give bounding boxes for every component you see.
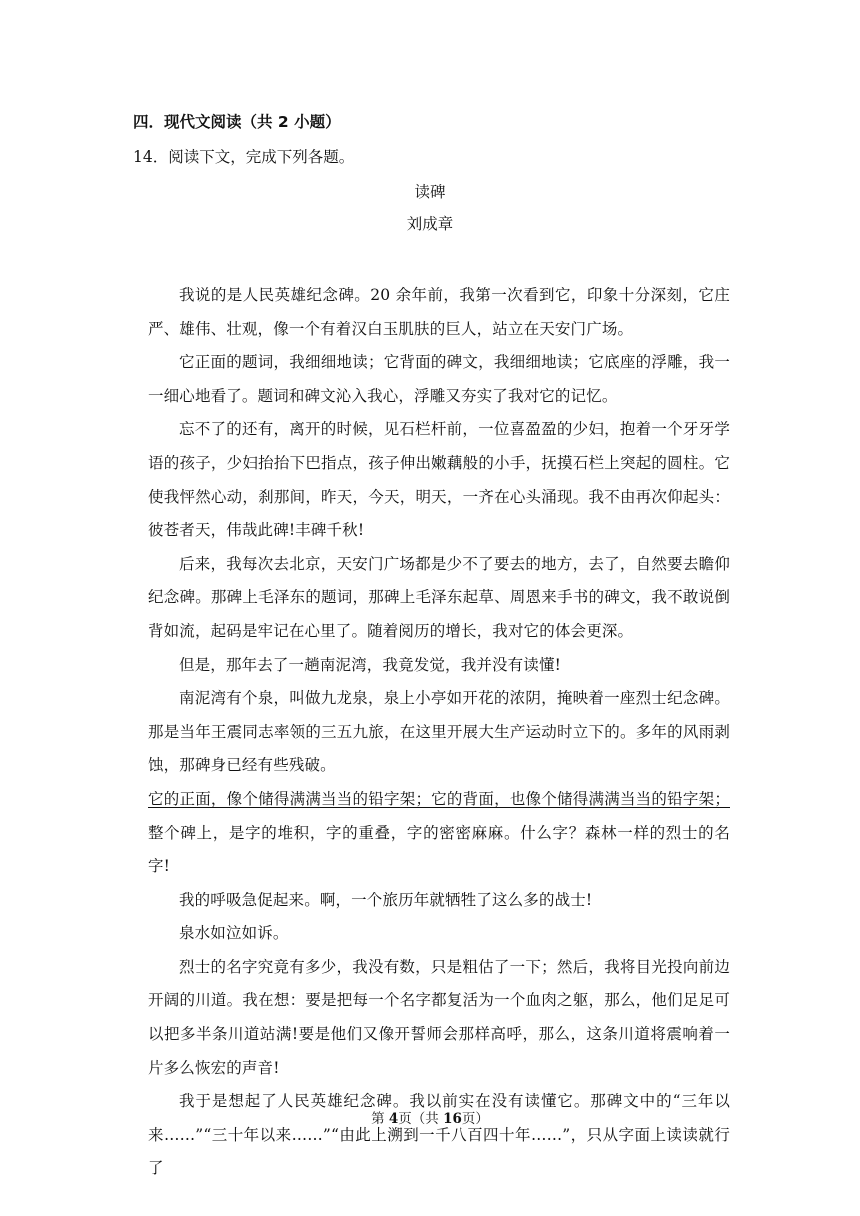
section-heading: 四．现代文阅读（共 2 小题） <box>133 113 341 131</box>
paragraph-tail: 整个碑上，是字的堆积，字的重叠，字的密密麻麻。什么字？森林一样的烈士的名字! <box>148 823 730 876</box>
question-prompt: 14．阅读下文，完成下列各题。 <box>133 148 355 166</box>
paragraph: 我于是想起了人民英雄纪念碑。我以前实在没有读懂它。那碑文中的“三年以来……”“三十年以来……”“由此上溯到一千八百四十年……”，只从字面上读读就行了 <box>148 1092 730 1178</box>
paragraph: 我说的是人民英雄纪念碑。20 余年前，我第一次看到它，印象十分深刻，它庄严、雄伟、壮观，像一个有着汉白玉肌肤的巨人，站立在天安门广场。 <box>148 286 730 338</box>
paragraph: 烈士的名字究竟有多少，我没有数，只是粗估了一下；然后，我将目光投向前边开阔的川道。我在想：要是把每一个名字都复活为一个血肉之躯，那么，他们足足可以把多半条川道站满!要是他们又像开誓师会那样高呼，那么，这条川道将震响着一片多么恢宏的声音! <box>148 957 730 1077</box>
article-title: 读碑 <box>414 183 446 201</box>
page-footer <box>0 1110 860 1128</box>
footer-page-number: 4 <box>388 1111 399 1127</box>
paragraph: 泉水如泣如诉。 <box>179 924 289 943</box>
paragraph-with-underline <box>148 783 730 884</box>
paragraph: 南泥湾有个泉，叫做九龙泉，泉上小亭如开花的浓阴，掩映着一座烈士纪念碑。那是当年王震同志率领的三五九旅，在这里开展大生产运动时立下的。多年的风雨剥蚀，那碑身已经有些残破。 <box>148 689 730 775</box>
paragraph: 但是，那年去了一趟南泥湾，我竟发觉，我并没有读懂! <box>179 655 561 674</box>
footer-total-pages: 16 <box>443 1111 462 1127</box>
paragraph: 我的呼吸急促起来。啊，一个旅历年就牺牲了这么多的战士! <box>179 890 593 909</box>
underlined-sentence: 它的正面，像个储得满满当当的铅字架；它的背面，也像个储得满满当当的铅字架； <box>148 789 730 808</box>
paragraph: 后来，我每次去北京，天安门广场都是少不了要去的地方，去了，自然要去瞻仰纪念碑。那碑上毛泽东的题词，那碑上毛泽东起草、周恩来手书的碑文，我不敢说倒背如流，起码是牢记在心里了。随着阅历的增长，我对它的体会更深。 <box>148 554 730 640</box>
article-author: 刘成章 <box>406 215 454 233</box>
paragraph: 忘不了的还有，离开的时候，见石栏杆前，一位喜盈盈的少妇，抱着一个牙牙学语的孩子，少妇抬抬下巴指点，孩子伸出嫩藕般的小手，抚摸石栏上突起的圆柱。它使我怦然心动，刹那间，昨天，今天，明天，一齐在心头涌现。我不由再次仰起头：彼苍者天，伟哉此碑!丰碑千秋! <box>148 420 730 540</box>
article-body <box>148 279 730 1186</box>
footer-middle: 页（共 <box>398 1111 444 1127</box>
paragraph: 它正面的题词，我细细地读；它背面的碑文，我细细地读；它底座的浮雕，我一一细心地看了。题词和碑文沁入我心，浮雕又夯实了我对它的记忆。 <box>148 353 730 405</box>
footer-suffix: 页） <box>461 1111 489 1127</box>
footer-prefix: 第 <box>371 1111 389 1127</box>
